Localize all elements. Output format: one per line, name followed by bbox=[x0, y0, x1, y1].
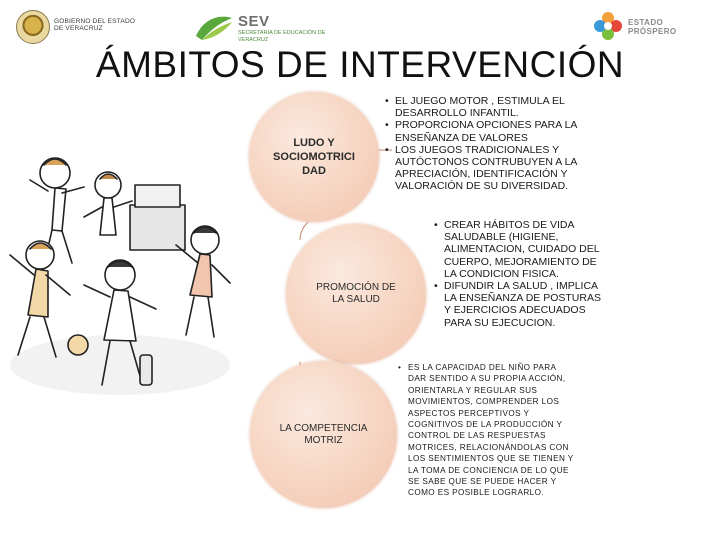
bullet-item: • EL JUEGO MOTOR , ESTIMULA EL DESARROLLO INFANTIL. bbox=[383, 95, 613, 119]
bullet-item: • ES LA CAPACIDAD DEL NIÑO PARA DAR SENTIDO A SU PROPIA ACCIÓN, ORIENTARLA Y REGULAR SUS MOVIMIENTOS, COMPRENDER LOS ASPECTOS PERCEPTIVOS Y COGNITIVOS DE LA PRODUCCIÓN Y CONTROL DE LAS RESPUESTAS MOTRICES, RELACIONÁNDOLAS CON LOS SENTIMIENTOS QUE SE TIENEN Y LA TOMA DE CONCIENCIA DE LO QUE SE SABE QUE SE PUEDE HACER Y COMO ES POSIBLE LOGRARLO. bbox=[396, 362, 576, 499]
section-circle-ludo bbox=[249, 92, 379, 222]
section-label-salud: PROMOCIÓN DE LA SALUD bbox=[316, 282, 396, 305]
bullet-item: • CREAR HÁBITOS DE VIDA SALUDABLE (HIGIENE, ALIMENTACION, CUIDADO DEL CUERPO, MEJORAMIENTO DE LA CONDICION FISICA. bbox=[432, 219, 602, 280]
bullet-item: • PROPORCIONA OPCIONES PARA LA ENSEÑANZA DE VALORES bbox=[383, 119, 613, 143]
logo-left-text: GOBIERNO DEL ESTADO DE VERACRUZ bbox=[54, 18, 136, 32]
section-label-competencia: LA COMPETENCIA MOTRIZ bbox=[279, 422, 368, 446]
bullets-competencia bbox=[396, 362, 576, 499]
bullets-salud bbox=[432, 219, 602, 329]
page-title: ÁMBITOS DE INTERVENCIÓN bbox=[95, 44, 625, 85]
bullet-item: • LOS JUEGOS TRADICIONALES Y AUTÓCTONOS CONTRUBUYEN A LA APRECIACIÓN, IDENTIFICACIÓN Y VALORACIÓN DE SU DIVERSIDAD. bbox=[383, 144, 613, 193]
section-label-ludo: LUDO Y SOCIOMOTRICI DAD bbox=[273, 137, 355, 177]
logo-right-text: ESTADO PRÓSPERO bbox=[628, 18, 677, 36]
logo-mid-name: SEV bbox=[238, 13, 270, 30]
bullet-item: • DIFUNDIR LA SALUD , IMPLICA LA ENSEÑANZA DE POSTURAS Y EJERCICIOS ADECUADOS PARA SU EJECUCION. bbox=[432, 280, 602, 329]
section-circle-salud bbox=[286, 224, 426, 364]
logo-mid-subtitle: SECRETARÍA DE EDUCACIÓN DE VERACRUZ bbox=[238, 30, 326, 43]
bullets-ludo bbox=[383, 95, 613, 193]
section-circle-competencia bbox=[250, 361, 397, 508]
